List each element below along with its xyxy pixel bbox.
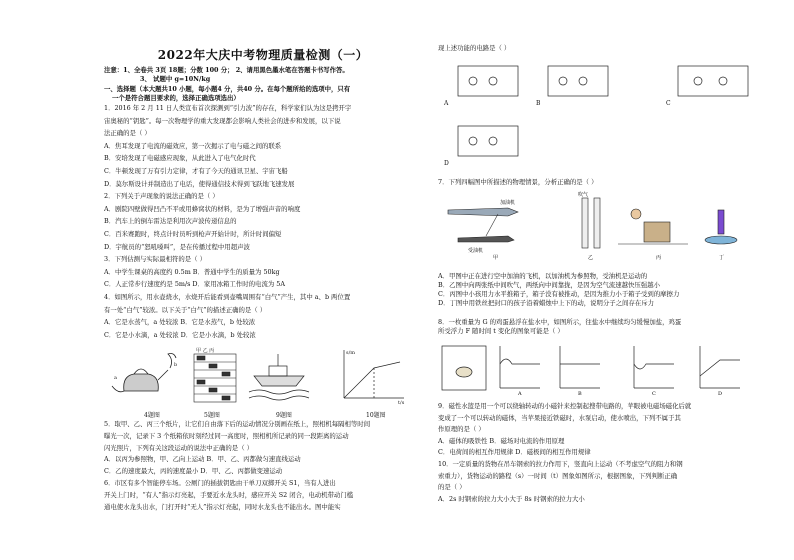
label-blow: 吹气 [578, 192, 589, 198]
label-tanker: 加油机 [500, 200, 516, 206]
figures-row [104, 346, 422, 406]
circuit-diagrams [438, 56, 756, 176]
left-line-15: 4．如图所示，用水壶烧水，水烧开后能看到壶嘴周围有“白气”产生，其中 a、b 两位置 [104, 293, 351, 301]
left-line2-1: 曝光一次，记录下 3 个纸箱依时刻经过同一高度时，照相机所记录的同一段距离的运动 [104, 431, 349, 440]
right-line-1: 变成了一个可以转动的磁体，当苹果接近铁磁时，水泵启动，使水喷出，下列不属于其 [438, 413, 681, 422]
option-b-label: B [536, 100, 541, 107]
left-line-3: A．焦耳发现了电流的磁效应，第一次揭示了电与磁之间的联系 [104, 141, 282, 150]
notes-line-1: 注意：1、全卷共 3页 18题；分数 100 分； 2、请用黑色墨水笔在答题卡书写作答。 [104, 66, 349, 74]
label-ding: 丁 [719, 255, 725, 260]
egg-icon [456, 367, 472, 377]
caption-fig9: 9题图 [276, 412, 292, 419]
left-line-4: B．安培发现了电磁感应现象，从此进入了电气化时代 [104, 154, 256, 163]
right-line-0: 9．磁性水篮是用一个可以绕轴转动的小磁针来控制起搜带电路的，苹眼被电磁场磁化后就 [438, 402, 692, 410]
child-icon [631, 209, 641, 219]
label-jia: 甲 [493, 255, 499, 260]
right-line-2: 作原理的是（ ） [438, 425, 485, 434]
left-line2-2: 闪光照片，下列有关这段运动的说法中正确的是（ ） [104, 443, 254, 452]
svg-text:甲 乙 丙: 甲 乙 丙 [196, 348, 215, 354]
left-line-11: D．宇航员的“怒吼嗓叫”，是在传播过程中用超声波 [104, 242, 250, 251]
q8-stem-2: 所受浮力 F 随时间 t 变化的图象可能是（ ） [438, 327, 564, 335]
left-line2-3: A．以丙为参照物，甲、乙向上运动 B．甲、乙、丙都做匀速直线运动 [104, 455, 301, 464]
section-heading-2: 一个是符合题目要求的，选择正确选项选出） [112, 94, 240, 102]
left-line2-6: 开关上门时，“有人”指示灯亮起，手要近水龙头时，感应开关 S2 闭合，电动机带动门槛 [104, 490, 354, 499]
caption-fig10: 10题图 [366, 412, 386, 419]
st-graph-figure [344, 350, 405, 406]
left-line-10: C．百米赛跑时，终点计时员听到枪声开始计时，所计时间偏短 [104, 230, 282, 238]
option-d-label: D [444, 160, 449, 167]
left-line-12: 3．下列估测与实际最相符的是（ ） [104, 255, 206, 264]
box-icon [644, 222, 670, 242]
svg-text:t/s: t/s [398, 400, 405, 406]
left-line-8: A．剧院四壁做得凹凸不平或用蜂窝状的材料，是为了增强声音的响度 [104, 204, 301, 213]
left-line2-4: C．乙的速度最大，丙的速度最小 D．甲、乙、丙都做变速运动 [104, 467, 283, 476]
left-line-0: 1．2016 年 2 月 11 日人类宣布首次探测到“引力波”的存在，科学家们认为这是拷开宇 [104, 104, 352, 112]
receiver-plane-icon [458, 236, 514, 242]
left-line2-0: 5．取甲、乙、丙三个纸片，让它们自由落下后的运动情况分别画在纸上，照相机每隔相等时间 [104, 420, 371, 428]
left-line-5: C．牛顿发现了万有引力定律，才有了今天的通讯卫星、宇宙飞船 [104, 167, 288, 175]
svg-text:a: a [114, 375, 117, 381]
right-column [438, 0, 756, 560]
q8-label-b: B [578, 391, 582, 396]
left-line2-5: 6．市区有多个智能停车场。公厕门的插拔钥匙由干单刀双掷开关 S1，当有人进出 [104, 479, 336, 487]
label-receiver: 受油机 [468, 248, 484, 254]
left-line-2: 法正确的是（ ） [104, 129, 151, 138]
boat-figure [249, 354, 309, 400]
right-line-7: 的是（ ） [438, 483, 466, 492]
q7-option-c: C．丙图中小孩用力水平推箱子，箱子没有被推动，是因为推力小于箱子受到的摩擦力 [438, 290, 680, 298]
label-yi: 乙 [588, 255, 594, 260]
circuit-c [678, 66, 748, 96]
q7-option-d: D．丁图中用铁丝把封口的孩子沿着蜡烛中上下的动，说明分子之间存在斥力 [438, 299, 655, 307]
left-column [104, 0, 422, 560]
q8-label-c: C [652, 391, 656, 396]
candle-icon [718, 210, 724, 234]
q8-stem-1: 8．一枚重量为 G 的鸡蛋悬浮在盐水中，如图所示，往盐水中继续均匀缓慢加盐，鸡蛋 [438, 318, 682, 326]
kettle-figure [112, 354, 177, 392]
paper-icon [582, 198, 588, 248]
q7-figures [438, 190, 756, 260]
left-line-7: 2．下列关于声现象的说法正确的是（ ） [104, 192, 219, 201]
svg-text:b: b [174, 362, 178, 368]
circuit-d [458, 126, 518, 156]
right-line-4: C．电荷间的相互作用规律 D．磁极间的相互作用规律 [438, 448, 591, 457]
right-line-6: 索重力），货物运动的路程（s）一时间（t）图象如图所示，根据图象，下列判断正确 [438, 471, 678, 480]
left-line2-7: 通电使水龙头出水，门打开时“无人”指示灯亮起，同时水龙头也不能出水。图中能实 [104, 502, 341, 511]
section-heading-1: 一、选择题（本大题共10 小题，每小题4 分，共40 分。在每个题所给的选项中，只有 [104, 85, 351, 93]
lamp-icon [469, 77, 477, 85]
left-line-18: C．它是小水滴，a 处较浓 D．它是小水滴，b 处较浓 [104, 330, 256, 339]
right-line-8: A．2s 时钢索的拉力大小大于 8s 时钢索的拉力大小 [438, 494, 585, 503]
svg-text:s/m: s/m [346, 350, 355, 356]
exam-title: 2022年大庆中考物理质量检测（一） [157, 48, 369, 62]
circuit-b [548, 66, 608, 96]
left-line-1: 宙奥秘的“钥匙”。每一次物理学的重大发现都会影响人类社会的进步和发展，以下说 [104, 116, 341, 125]
left-line-16: 有一处“白气”较浓。以下关于“白气”的描述正确的是（ ） [104, 305, 267, 314]
strobe-figure [194, 347, 236, 402]
q8-label-a: A [518, 391, 522, 396]
option-a-label: A [444, 100, 449, 107]
caption-fig4: 4题图 [144, 412, 160, 419]
motor-icon [489, 77, 497, 85]
q6-tail: 现上述功能的电路是（ ） [438, 44, 511, 52]
right-line-5: 10．一定质量的货物在吊车钢索的拉力作用下，竖直向上运动（不考虑空气的阻力和钢 [438, 460, 683, 468]
q8-graphs [438, 340, 756, 396]
left-line-9: B．汽车上的倒车雷达是利用次声波传递信息的 [104, 217, 237, 226]
left-line-6: D．莫尔斯设计并制造出了电话，使得通信技术得到飞跃地飞速发展 [104, 179, 295, 188]
left-line-13: A．中学生课桌的高度约 0.5m B．普通中学生的质量为 50kg [104, 267, 280, 276]
left-line-14: C．人正常步行速度约是 5m/s D．家用冰箱工作时的电流为 5A [104, 280, 285, 289]
right-line-3: A．磁体的吸铁性 B．磁场对电流的作用原理 [438, 436, 565, 445]
caption-fig5: 5题图 [204, 412, 220, 419]
circuit-a [458, 66, 518, 96]
notes-line-2: 3、 试题中 g=10N/kg [140, 75, 211, 83]
label-bing: 丙 [656, 255, 662, 260]
q7-stem: 7．下列四幅图中所描述的物理情景，分析正确的是（ ） [438, 178, 598, 186]
tanker-plane-icon [448, 208, 518, 216]
q7-option-a: A．甲图中正在进行空中加油的飞机，以加油机为参照物，受油机是运动的 [438, 272, 648, 280]
q7-option-b: B．乙图中向两张纸中间吹气，两纸向中间靠拢，是因为空气流速越快压强越小 [438, 281, 660, 289]
left-line-17: A．它是水蒸气，a 处较浓 B．它是水蒸气，b 处较浓 [104, 318, 256, 327]
option-c-label: C [666, 100, 671, 107]
q8-label-d: D [718, 391, 723, 396]
